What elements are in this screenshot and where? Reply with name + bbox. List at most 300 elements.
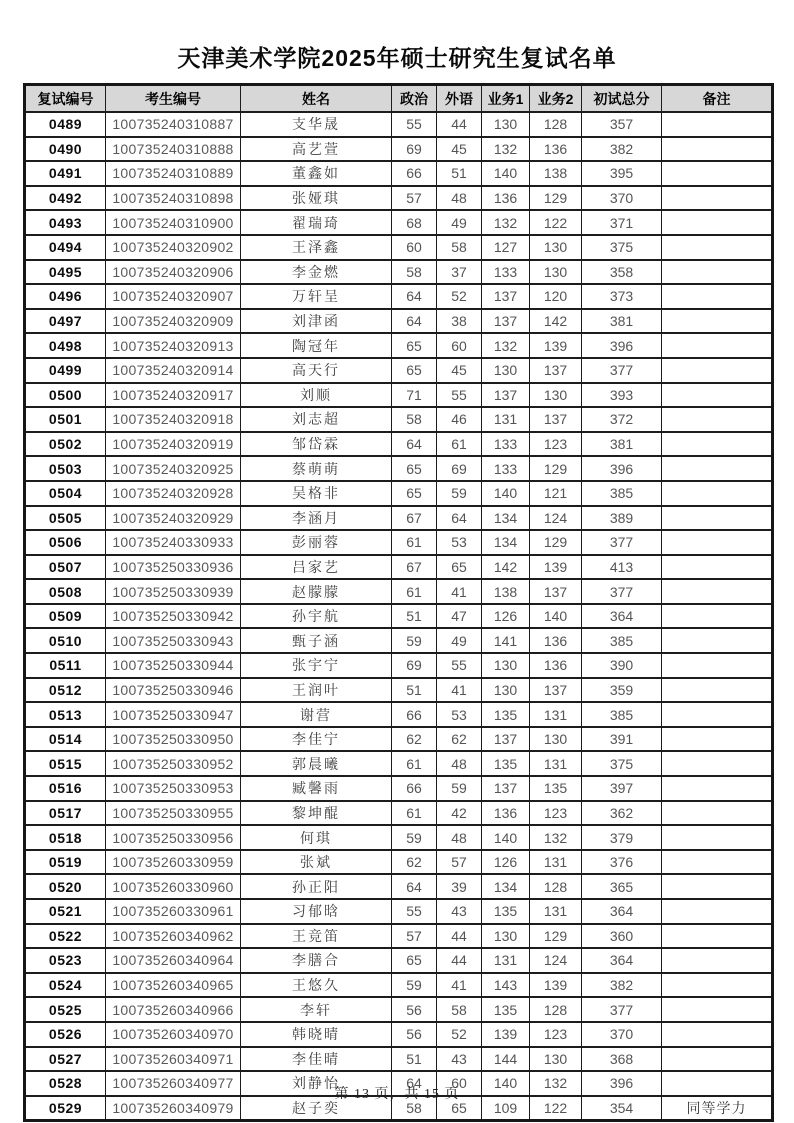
cell-total-score: 370 [582,186,662,211]
cell-candidate-no: 100735260340966 [106,997,241,1022]
cell-foreign-language: 65 [437,555,482,580]
cell-remark [662,530,773,555]
cell-major2: 131 [530,751,582,776]
cell-total-score: 395 [582,161,662,186]
cell-major2: 131 [530,899,582,924]
cell-major2: 137 [530,358,582,383]
cell-total-score: 381 [582,309,662,334]
cell-foreign-language: 60 [437,333,482,358]
cell-retest-no: 0510 [25,628,106,653]
cell-major1: 126 [482,604,530,629]
cell-candidate-no: 100735240320909 [106,309,241,334]
cell-candidate-no: 100735260330961 [106,899,241,924]
cell-major1: 109 [482,1096,530,1121]
cell-major1: 134 [482,506,530,531]
col-header-name: 姓名 [241,85,392,113]
cell-major2: 129 [530,924,582,949]
cell-name: 刘志超 [241,407,392,432]
cell-name: 李佳宁 [241,727,392,752]
cell-total-score: 382 [582,973,662,998]
table-row [25,1022,773,1047]
cell-foreign-language: 41 [437,973,482,998]
cell-candidate-no: 100735260340962 [106,924,241,949]
cell-foreign-language: 65 [437,1096,482,1121]
cell-retest-no: 0490 [25,137,106,162]
cell-major2: 130 [530,727,582,752]
cell-major1: 142 [482,555,530,580]
cell-major1: 137 [482,727,530,752]
cell-name: 孙正阳 [241,874,392,899]
cell-retest-no: 0527 [25,1047,106,1072]
cell-major2: 130 [530,235,582,260]
cell-major1: 131 [482,948,530,973]
cell-candidate-no: 100735250330947 [106,702,241,727]
cell-major2: 131 [530,850,582,875]
cell-foreign-language: 53 [437,702,482,727]
cell-remark [662,653,773,678]
cell-candidate-no: 100735250330952 [106,751,241,776]
cell-name: 李膳合 [241,948,392,973]
cell-foreign-language: 62 [437,727,482,752]
page-title: 天津美术学院2025年硕士研究生复试名单 [177,45,617,71]
cell-total-score: 377 [582,358,662,383]
table-row [25,137,773,162]
cell-foreign-language: 39 [437,874,482,899]
cell-retest-no: 0499 [25,358,106,383]
cell-candidate-no: 100735240320907 [106,284,241,309]
cell-name: 张宇宁 [241,653,392,678]
cell-major2: 135 [530,776,582,801]
cell-remark [662,948,773,973]
cell-major1: 133 [482,260,530,285]
cell-remark [662,801,773,826]
cell-remark: 同等学力 [662,1096,773,1121]
cell-retest-no: 0489 [25,112,106,137]
cell-candidate-no: 100735240320902 [106,235,241,260]
cell-total-score: 382 [582,137,662,162]
table-row [25,383,773,408]
cell-total-score: 364 [582,604,662,629]
cell-candidate-no: 100735240310887 [106,112,241,137]
cell-foreign-language: 64 [437,506,482,531]
cell-total-score: 375 [582,751,662,776]
cell-major1: 144 [482,1047,530,1072]
cell-retest-no: 0519 [25,850,106,875]
cell-total-score: 381 [582,432,662,457]
cell-name: 高艺萱 [241,137,392,162]
cell-name: 孙宇航 [241,604,392,629]
table-row [25,260,773,285]
cell-remark [662,604,773,629]
cell-major1: 132 [482,333,530,358]
cell-retest-no: 0504 [25,481,106,506]
cell-major2: 129 [530,530,582,555]
cell-name: 陶冠年 [241,333,392,358]
cell-major1: 135 [482,997,530,1022]
cell-name: 吴格非 [241,481,392,506]
cell-remark [662,137,773,162]
cell-total-score: 377 [582,579,662,604]
cell-retest-no: 0507 [25,555,106,580]
cell-major1: 137 [482,309,530,334]
cell-foreign-language: 51 [437,161,482,186]
table-row [25,309,773,334]
cell-politics: 65 [392,358,437,383]
cell-politics: 65 [392,333,437,358]
table-row [25,112,773,137]
cell-candidate-no: 100735240320925 [106,456,241,481]
cell-foreign-language: 45 [437,137,482,162]
header-row [25,85,773,113]
page-number-footer: 第 13 页，共 15 页 [334,1087,460,1102]
cell-name: 董鑫如 [241,161,392,186]
table-row [25,948,773,973]
cell-candidate-no: 100735260340971 [106,1047,241,1072]
cell-major1: 137 [482,776,530,801]
cell-politics: 61 [392,579,437,604]
cell-candidate-no: 100735240320914 [106,358,241,383]
cell-remark [662,973,773,998]
table-row [25,284,773,309]
cell-remark [662,186,773,211]
cell-politics: 69 [392,653,437,678]
cell-politics: 57 [392,186,437,211]
cell-remark [662,628,773,653]
cell-remark [662,727,773,752]
table-row [25,210,773,235]
cell-foreign-language: 58 [437,997,482,1022]
cell-total-score: 370 [582,1022,662,1047]
cell-remark [662,899,773,924]
cell-total-score: 364 [582,948,662,973]
col-header-total-score: 初试总分 [582,85,662,113]
cell-retest-no: 0525 [25,997,106,1022]
cell-remark [662,309,773,334]
cell-remark [662,358,773,383]
cell-politics: 64 [392,284,437,309]
cell-politics: 62 [392,727,437,752]
cell-foreign-language: 60 [437,1071,482,1096]
cell-foreign-language: 43 [437,899,482,924]
cell-retest-no: 0501 [25,407,106,432]
cell-remark [662,407,773,432]
cell-major2: 136 [530,137,582,162]
col-header-candidate-no: 考生编号 [106,85,241,113]
table-row [25,727,773,752]
cell-foreign-language: 48 [437,751,482,776]
cell-candidate-no: 100735240320917 [106,383,241,408]
cell-name: 邹岱霖 [241,432,392,457]
cell-major2: 130 [530,1047,582,1072]
cell-name: 郭晨曦 [241,751,392,776]
cell-major1: 139 [482,1022,530,1047]
cell-remark [662,481,773,506]
cell-name: 李涵月 [241,506,392,531]
cell-major2: 137 [530,678,582,703]
cell-major2: 123 [530,801,582,826]
cell-major2: 120 [530,284,582,309]
roster-table [23,83,774,1122]
table-row [25,333,773,358]
cell-major2: 136 [530,653,582,678]
cell-major1: 132 [482,137,530,162]
cell-remark [662,260,773,285]
cell-remark [662,161,773,186]
cell-remark [662,432,773,457]
cell-total-score: 393 [582,383,662,408]
cell-total-score: 354 [582,1096,662,1121]
cell-foreign-language: 49 [437,628,482,653]
table-row [25,628,773,653]
cell-name: 王竞笛 [241,924,392,949]
cell-politics: 67 [392,555,437,580]
col-header-foreign-language: 外语 [437,85,482,113]
cell-candidate-no: 100735250330939 [106,579,241,604]
cell-remark [662,383,773,408]
cell-major2: 122 [530,210,582,235]
cell-retest-no: 0505 [25,506,106,531]
cell-politics: 71 [392,383,437,408]
cell-politics: 64 [392,874,437,899]
cell-candidate-no: 100735250330955 [106,801,241,826]
cell-retest-no: 0518 [25,825,106,850]
cell-remark [662,874,773,899]
cell-major1: 130 [482,112,530,137]
cell-major2: 139 [530,973,582,998]
col-header-politics: 政治 [392,85,437,113]
cell-major1: 136 [482,186,530,211]
cell-major1: 130 [482,678,530,703]
cell-total-score: 385 [582,628,662,653]
cell-politics: 62 [392,850,437,875]
table-row [25,407,773,432]
cell-major2: 122 [530,1096,582,1121]
table-row [25,825,773,850]
cell-name: 刘顺 [241,383,392,408]
cell-politics: 61 [392,530,437,555]
cell-name: 何琪 [241,825,392,850]
cell-major1: 135 [482,751,530,776]
cell-remark [662,678,773,703]
cell-total-score: 377 [582,530,662,555]
cell-total-score: 373 [582,284,662,309]
cell-name: 臧馨雨 [241,776,392,801]
cell-remark [662,776,773,801]
table-row [25,235,773,260]
cell-major2: 142 [530,309,582,334]
col-header-retest-no: 复试编号 [25,85,106,113]
col-header-major2: 业务2 [530,85,582,113]
cell-retest-no: 0497 [25,309,106,334]
cell-name: 李轩 [241,997,392,1022]
cell-candidate-no: 100735240310888 [106,137,241,162]
table-row [25,899,773,924]
cell-name: 张娅琪 [241,186,392,211]
table-row [25,481,773,506]
cell-remark [662,997,773,1022]
cell-name: 万轩呈 [241,284,392,309]
table-row [25,358,773,383]
cell-total-score: 357 [582,112,662,137]
cell-major2: 128 [530,112,582,137]
cell-candidate-no: 100735240310898 [106,186,241,211]
cell-name: 李金燃 [241,260,392,285]
cell-major2: 129 [530,456,582,481]
cell-major1: 135 [482,899,530,924]
table-row [25,1047,773,1072]
cell-major2: 123 [530,432,582,457]
cell-total-score: 391 [582,727,662,752]
table-row [25,555,773,580]
cell-candidate-no: 100735250330950 [106,727,241,752]
cell-remark [662,850,773,875]
cell-foreign-language: 52 [437,284,482,309]
cell-major1: 131 [482,407,530,432]
cell-major2: 128 [530,997,582,1022]
cell-retest-no: 0524 [25,973,106,998]
cell-major2: 137 [530,579,582,604]
cell-major1: 143 [482,973,530,998]
cell-politics: 51 [392,1047,437,1072]
cell-politics: 51 [392,678,437,703]
cell-foreign-language: 53 [437,530,482,555]
cell-major1: 141 [482,628,530,653]
cell-politics: 65 [392,456,437,481]
cell-major1: 137 [482,284,530,309]
cell-foreign-language: 57 [437,850,482,875]
cell-politics: 64 [392,432,437,457]
cell-major1: 130 [482,653,530,678]
cell-candidate-no: 100735260340964 [106,948,241,973]
cell-major2: 128 [530,874,582,899]
cell-name: 彭丽蓉 [241,530,392,555]
cell-name: 王悠久 [241,973,392,998]
cell-candidate-no: 100735250330953 [106,776,241,801]
cell-name: 谢营 [241,702,392,727]
cell-name: 甄子涵 [241,628,392,653]
cell-remark [662,112,773,137]
cell-foreign-language: 55 [437,383,482,408]
cell-total-score: 377 [582,997,662,1022]
cell-major1: 134 [482,530,530,555]
cell-retest-no: 0521 [25,899,106,924]
cell-total-score: 358 [582,260,662,285]
cell-major2: 137 [530,407,582,432]
cell-foreign-language: 38 [437,309,482,334]
cell-politics: 66 [392,776,437,801]
cell-total-score: 396 [582,1071,662,1096]
cell-candidate-no: 100735250330943 [106,628,241,653]
cell-total-score: 371 [582,210,662,235]
cell-politics: 56 [392,997,437,1022]
cell-candidate-no: 100735250330936 [106,555,241,580]
cell-retest-no: 0528 [25,1071,106,1096]
cell-total-score: 379 [582,825,662,850]
cell-major1: 127 [482,235,530,260]
cell-politics: 65 [392,948,437,973]
cell-major1: 126 [482,850,530,875]
cell-candidate-no: 100735250330944 [106,653,241,678]
cell-politics: 64 [392,309,437,334]
table-row [25,997,773,1022]
cell-retest-no: 0529 [25,1096,106,1121]
cell-foreign-language: 41 [437,579,482,604]
cell-retest-no: 0492 [25,186,106,211]
cell-major2: 136 [530,628,582,653]
cell-politics: 57 [392,924,437,949]
cell-candidate-no: 100735240320919 [106,432,241,457]
cell-retest-no: 0526 [25,1022,106,1047]
table-row [25,874,773,899]
cell-politics: 56 [392,1022,437,1047]
cell-foreign-language: 43 [437,1047,482,1072]
cell-retest-no: 0523 [25,948,106,973]
cell-candidate-no: 100735240320929 [106,506,241,531]
cell-foreign-language: 55 [437,653,482,678]
cell-retest-no: 0494 [25,235,106,260]
cell-foreign-language: 52 [437,1022,482,1047]
cell-total-score: 385 [582,481,662,506]
cell-politics: 66 [392,161,437,186]
cell-name: 黎坤醌 [241,801,392,826]
cell-politics: 55 [392,899,437,924]
cell-major1: 130 [482,358,530,383]
cell-major1: 137 [482,383,530,408]
cell-total-score: 372 [582,407,662,432]
table-row [25,432,773,457]
cell-politics: 55 [392,112,437,137]
cell-major2: 130 [530,383,582,408]
cell-name: 翟瑞琦 [241,210,392,235]
cell-retest-no: 0514 [25,727,106,752]
cell-name: 王泽鑫 [241,235,392,260]
cell-remark [662,1047,773,1072]
cell-major2: 139 [530,333,582,358]
cell-remark [662,924,773,949]
cell-retest-no: 0493 [25,210,106,235]
col-header-remark: 备注 [662,85,773,113]
cell-retest-no: 0498 [25,333,106,358]
cell-major2: 121 [530,481,582,506]
cell-foreign-language: 44 [437,924,482,949]
table-row [25,653,773,678]
cell-candidate-no: 100735250330956 [106,825,241,850]
cell-total-score: 364 [582,899,662,924]
cell-foreign-language: 44 [437,948,482,973]
cell-major1: 140 [482,1071,530,1096]
table-row [25,776,773,801]
table-row [25,801,773,826]
cell-total-score: 360 [582,924,662,949]
cell-major2: 123 [530,1022,582,1047]
cell-name: 张斌 [241,850,392,875]
cell-remark [662,555,773,580]
cell-politics: 65 [392,481,437,506]
table-row [25,702,773,727]
cell-candidate-no: 100735240310900 [106,210,241,235]
cell-foreign-language: 44 [437,112,482,137]
cell-candidate-no: 100735260340979 [106,1096,241,1121]
cell-retest-no: 0509 [25,604,106,629]
cell-retest-no: 0491 [25,161,106,186]
cell-major1: 140 [482,825,530,850]
cell-total-score: 359 [582,678,662,703]
cell-total-score: 362 [582,801,662,826]
cell-name: 韩晓晴 [241,1022,392,1047]
cell-name: 习郁晗 [241,899,392,924]
cell-remark [662,210,773,235]
cell-total-score: 413 [582,555,662,580]
